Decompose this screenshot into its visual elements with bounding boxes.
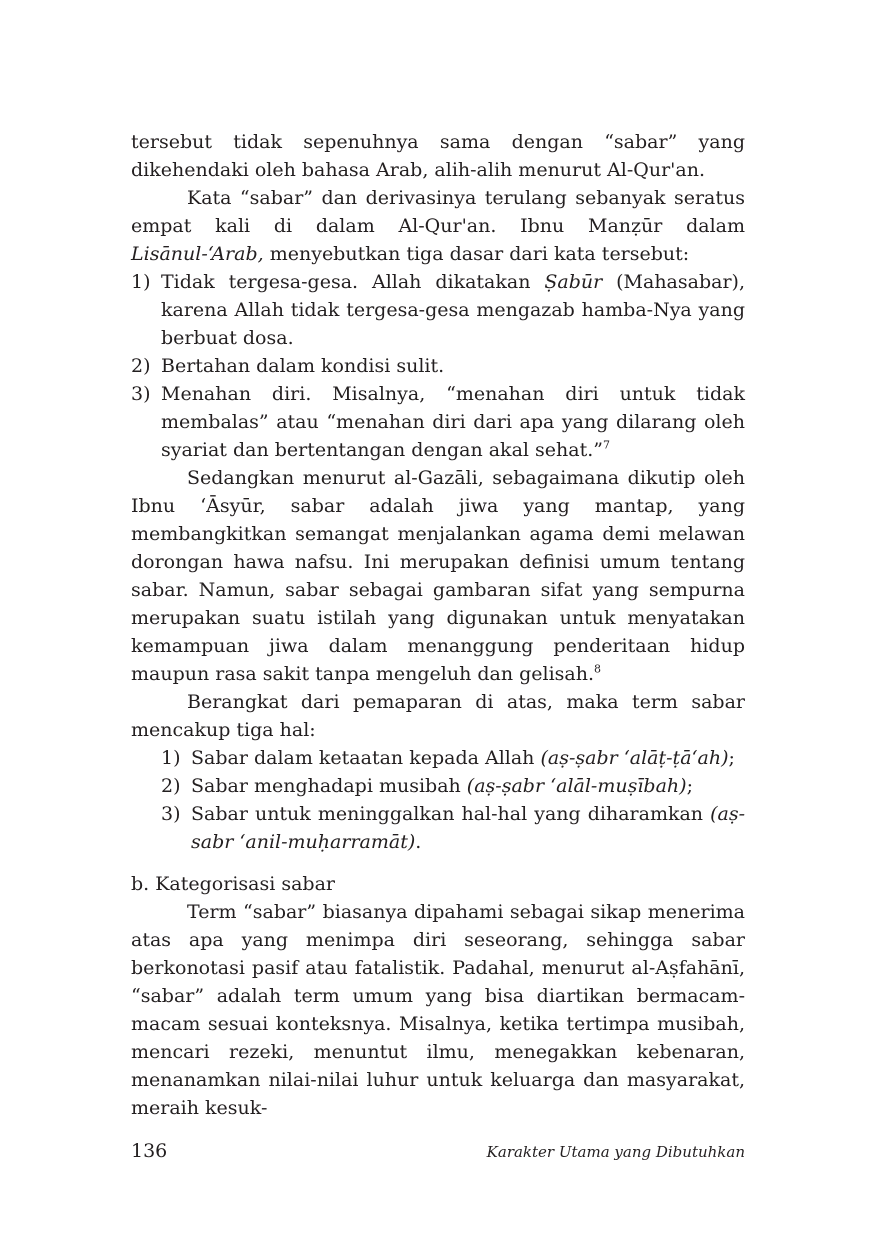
- footnote-ref-8: 8: [594, 662, 602, 676]
- section-heading: b. Kategorisasi sabar: [131, 873, 335, 895]
- list-item-number: 1): [131, 271, 151, 293]
- paragraph-2-text-a: Kata “sabar” dan derivasinya terulang sebanyak seratus empat kali di dalam Al-Qur'an. Ibnu Manẓūr dalam: [131, 187, 745, 237]
- page-number: 136: [131, 1140, 168, 1162]
- list-item-italic: (aṣ-sabr ‘anil-muḥarramāt): [191, 803, 745, 853]
- list-item: 1) Tidak tergesa-gesa. Allah dikatakan Ṣabūr (Mahasabar), karena Allah tidak tergesa-gesa mengazab hamba-Nya yang berbuat dosa.: [131, 268, 745, 352]
- list-item-number: 3): [131, 383, 151, 405]
- paragraph-5: Term “sabar” biasanya dipahami sebagai sikap menerima atas apa yang menimpa diri seseorang, sehingga sabar berkonotasi pasif atau fatalistik. Padahal, menurut al-Aṣfahānī, “sabar” adalah term umum yang bisa diartikan bermacam-macam sesuai konteksnya. Misalnya, ketika tertimpa musibah, mencari rezeki, menuntut ilmu, menegakkan kebenaran, menanamkan nilai-nilai luhur untuk keluarga dan masyarakat, meraih kesuk-: [131, 901, 745, 1119]
- paragraph-1: tersebut tidak sepenuhnya sama dengan “sabar” yang dikehendaki oleh bahasa Arab, alih-alih menurut Al-Qur'an.: [131, 131, 745, 181]
- list-item-number: 1): [161, 747, 181, 769]
- page-body: [131, 128, 745, 1122]
- list-item: 1) Sabar dalam ketaatan kepada Allah (aṣ-ṣabr ‘alāṭ-ṭā‘ah);: [131, 744, 745, 772]
- list-item-italic: Ṣabūr: [544, 271, 603, 293]
- definition-list: [131, 268, 745, 464]
- paragraph-4: Berangkat dari pemaparan di atas, maka term sabar mencakup tiga hal:: [131, 691, 745, 741]
- paragraph-2-book-title: Lisānul-‘Arab,: [131, 243, 264, 265]
- page-footer: [131, 1140, 745, 1162]
- list-item-number: 2): [131, 355, 151, 377]
- list-item-number: 3): [161, 803, 181, 825]
- category-list: [131, 744, 745, 856]
- list-item: 3) Menahan diri. Misalnya, “menahan diri untuk tidak membalas” atau “menahan diri dari apa yang dilarang oleh syariat dan bertentangan dengan akal sehat.”$^7$: [131, 380, 745, 464]
- paragraph-2: [131, 184, 745, 268]
- footnote-ref-7: 7: [602, 438, 610, 452]
- running-title: Karakter Utama yang Dibutuhkan: [486, 1143, 745, 1161]
- list-item-number: 2): [161, 775, 181, 797]
- list-item: 2) Sabar menghadapi musibah (aṣ-ṣabr ‘alāl-muṣībah);: [131, 772, 745, 800]
- list-item-italic: (aṣ-ṣabr ‘alāṭ-ṭā‘ah): [540, 747, 729, 769]
- paragraph-2-text-b: menyebutkan tiga dasar dari kata tersebut:: [263, 243, 690, 265]
- paragraph-3: Sedangkan menurut al-Gazāli, sebagaimana dikutip oleh Ibnu ‘Āsyūr, sabar adalah jiwa yang mantap, yang membangkitkan semangat menjalankan agama demi melawan dorongan hawa nafsu. Ini merupakan definisi umum tentang sabar. Namun, sabar sebagai gambaran sifat yang sempurna merupakan suatu istilah yang digunakan untuk menyatakan kemampuan jiwa dalam menanggung penderitaan hidup maupun rasa sakit tanpa mengeluh dan gelisah.$^8$: [131, 467, 745, 685]
- list-item: 2) Bertahan dalam kondisi sulit.: [131, 352, 745, 380]
- list-item: 3) Sabar untuk meninggalkan hal-hal yang diharamkan (aṣ-sabr ‘anil-muḥarramāt).: [131, 800, 745, 856]
- list-item-italic: (aṣ-ṣabr ‘alāl-muṣībah): [466, 775, 687, 797]
